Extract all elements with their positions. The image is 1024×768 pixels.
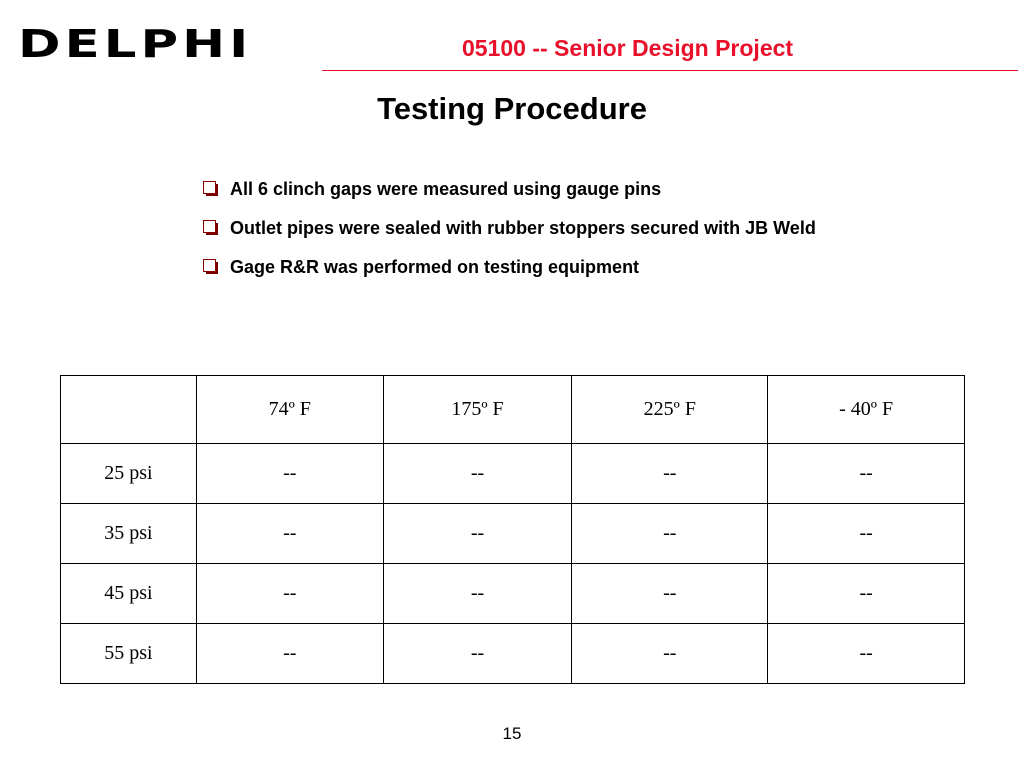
project-title: 05100 -- Senior Design Project xyxy=(462,35,794,61)
bullet-text: Outlet pipes were sealed with rubber stoppers secured with JB Weld xyxy=(230,218,816,238)
square-bullet-icon xyxy=(203,220,219,236)
bullet-item xyxy=(200,254,840,281)
column-header: - 40º F xyxy=(768,376,965,444)
table-row xyxy=(61,504,965,564)
square-bullet-icon xyxy=(203,181,219,197)
table-cell: -- xyxy=(768,504,965,564)
column-header: 225º F xyxy=(572,376,768,444)
row-header: 35 psi xyxy=(61,504,197,564)
table-corner-cell xyxy=(61,376,197,444)
delphi-logo: DELPHI xyxy=(18,22,253,66)
bullet-text: All 6 clinch gaps were measured using gauge pins xyxy=(230,179,662,199)
test-matrix-table xyxy=(60,375,965,684)
table-row xyxy=(61,624,965,684)
table-cell: -- xyxy=(572,444,768,504)
bullet-item xyxy=(200,176,840,203)
row-header: 45 psi xyxy=(61,564,197,624)
table-cell: -- xyxy=(572,564,768,624)
table-row xyxy=(61,444,965,504)
row-header: 55 psi xyxy=(61,624,197,684)
bullet-text: Gage R&R was performed on testing equipment xyxy=(230,257,640,277)
table-cell: -- xyxy=(383,444,572,504)
table-cell: -- xyxy=(572,624,768,684)
table-cell: -- xyxy=(196,624,383,684)
bullet-list xyxy=(200,176,840,293)
table-cell: -- xyxy=(383,564,572,624)
page-number: 15 xyxy=(502,724,522,743)
table-cell: -- xyxy=(383,504,572,564)
table-cell: -- xyxy=(768,444,965,504)
table-cell: -- xyxy=(768,564,965,624)
table-cell: -- xyxy=(196,444,383,504)
column-header: 74º F xyxy=(196,376,383,444)
header-divider xyxy=(322,70,1018,71)
table-cell: -- xyxy=(196,564,383,624)
slide-title: Testing Procedure xyxy=(377,91,647,126)
table-cell: -- xyxy=(572,504,768,564)
bullet-item xyxy=(200,215,840,242)
table-header-row xyxy=(61,376,965,444)
square-bullet-icon xyxy=(203,259,219,275)
row-header: 25 psi xyxy=(61,444,197,504)
column-header: 175º F xyxy=(383,376,572,444)
table-row xyxy=(61,564,965,624)
table-cell: -- xyxy=(768,624,965,684)
table-cell: -- xyxy=(383,624,572,684)
table-cell: -- xyxy=(196,504,383,564)
